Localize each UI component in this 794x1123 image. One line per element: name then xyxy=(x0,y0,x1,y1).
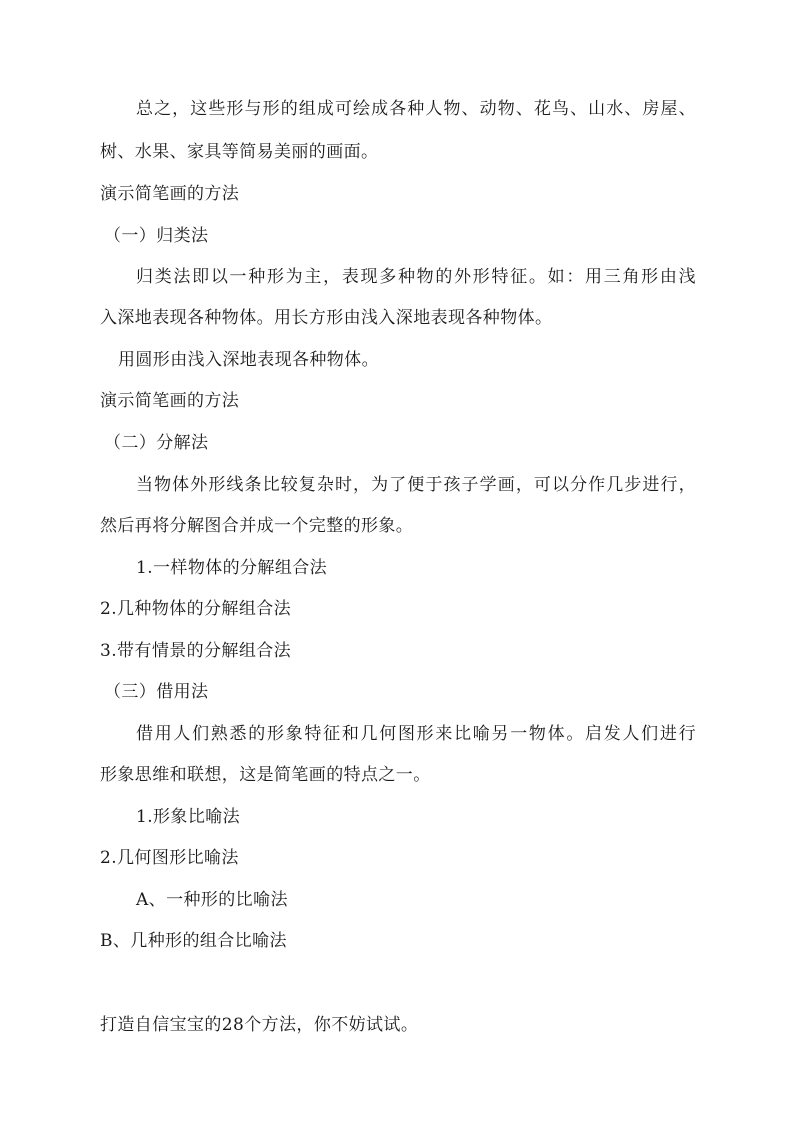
subsection-heading-borrowing: （三）借用法 xyxy=(104,682,209,702)
subsection-heading-classification: （一）归类法 xyxy=(104,226,209,246)
paragraph-summary-line-1: 总之，这些形与形的组成可绘成各种人物、动物、花鸟、山水、房屋、 xyxy=(136,99,696,119)
paragraph-classification-line-3: 用圆形由浅入深地表现各种物体。 xyxy=(118,350,379,370)
paragraph-decomposition-line-1: 当物体外形线条比较复杂时，为了便于孩子学画，可以分作几步进行， xyxy=(136,475,696,495)
list-item: 2.几何图形比喻法 xyxy=(100,848,239,868)
closing-title: 打造自信宝宝的28个方法，你不妨试试。 xyxy=(100,1015,419,1035)
paragraph-borrowing-line-1: 借用人们熟悉的形象特征和几何图形来比喻另一物体。启发人们进行 xyxy=(136,724,696,744)
subsection-heading-decomposition: （二）分解法 xyxy=(104,433,209,453)
paragraph-classification-line-1: 归类法即以一种形为主，表现多种物的外形特征。如：用三角形由浅 xyxy=(136,267,696,287)
list-item: 3.带有情景的分解组合法 xyxy=(100,641,292,661)
paragraph-classification-line-2: 入深地表现各种物体。用长方形由浅入深地表现各种物体。 xyxy=(100,308,553,328)
list-item: A、一种形的比喻法 xyxy=(136,890,288,910)
paragraph-decomposition-line-2: 然后再将分解图合并成一个完整的形象。 xyxy=(100,516,414,536)
paragraph-summary-line-2: 树、水果、家具等简易美丽的画面。 xyxy=(100,142,379,162)
list-item: B、几种形的组合比喻法 xyxy=(100,931,287,951)
list-item: 2.几种物体的分解组合法 xyxy=(100,599,292,619)
list-item: 1.形象比喻法 xyxy=(136,807,241,827)
list-item: 1.一样物体的分解组合法 xyxy=(136,558,328,578)
section-heading: 演示简笔画的方法 xyxy=(100,391,240,411)
paragraph-borrowing-line-2: 形象思维和联想，这是简笔画的特点之一。 xyxy=(100,765,431,785)
section-heading: 演示简笔画的方法 xyxy=(100,184,240,204)
